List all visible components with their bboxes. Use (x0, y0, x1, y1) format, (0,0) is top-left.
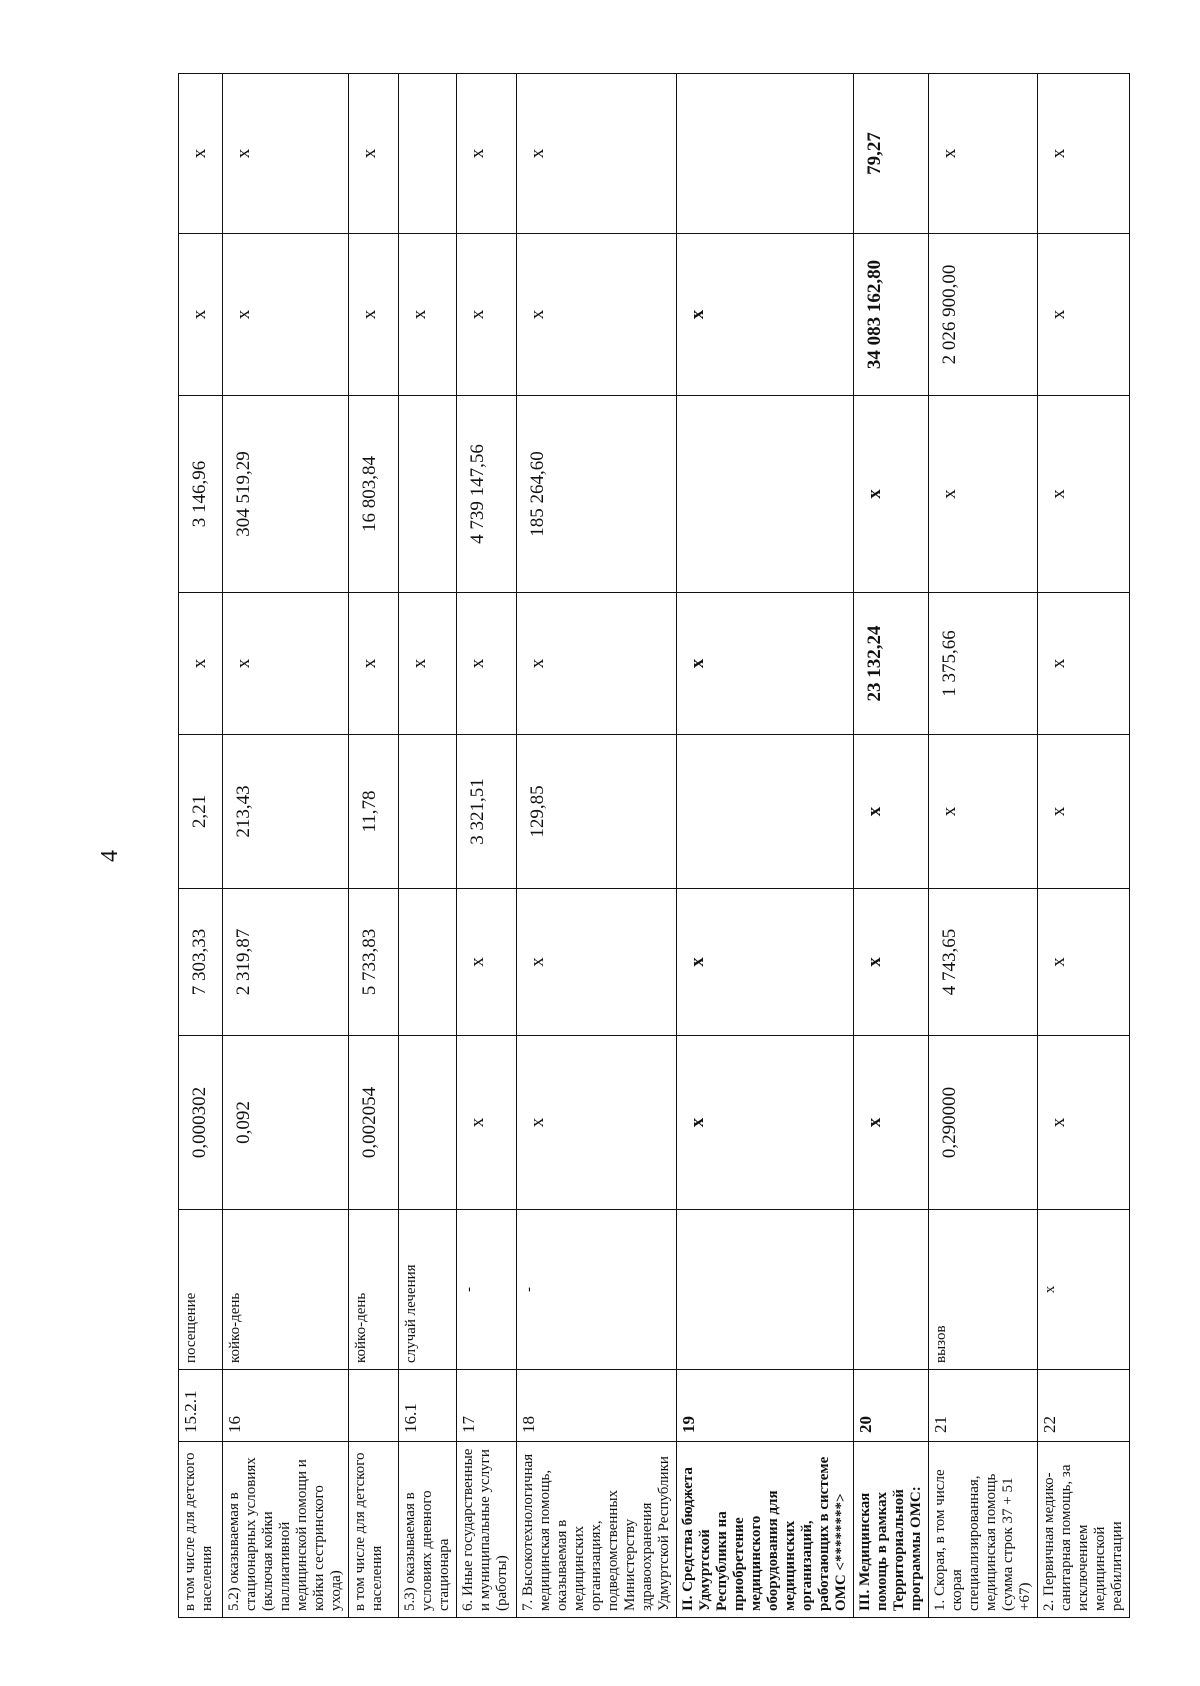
unit-cell (854, 1210, 929, 1370)
value-cell: х (457, 234, 517, 396)
value-cell: х (349, 234, 399, 396)
row-name-cell: 6. Иные государственные и муниципальные услуги (работы) (457, 1442, 517, 1618)
row-name-cell: 1. Скорая, в том числе скорая специализированная, медицинская помощь (сумма строк 37 + 51 +67) (929, 1442, 1038, 1618)
row-code-cell: 21 (929, 1370, 1038, 1442)
value-cell: х (1038, 889, 1130, 1036)
value-cell: 4 739 147,56 (457, 396, 517, 593)
row-code-cell: 16 (223, 1370, 349, 1442)
value-cell: х (1038, 593, 1130, 735)
table-row (349, 74, 399, 1618)
value-cell: х (854, 735, 929, 889)
table-row (399, 74, 457, 1618)
value-cell: х (457, 74, 517, 234)
value-cell: х (1038, 735, 1130, 889)
row-code-cell: 17 (457, 1370, 517, 1442)
value-cell: 34 083 162,80 (854, 234, 929, 396)
value-cell: х (929, 74, 1038, 234)
value-cell (399, 889, 457, 1036)
value-cell: 185 264,60 (517, 396, 677, 593)
value-cell: х (929, 735, 1038, 889)
unit-cell: посещение (179, 1210, 223, 1370)
value-cell: 11,78 (349, 735, 399, 889)
row-code-cell: 18 (517, 1370, 677, 1442)
value-cell: 23 132,24 (854, 593, 929, 735)
unit-cell: - (457, 1210, 517, 1370)
value-cell: х (677, 1036, 854, 1210)
value-cell: х (1038, 74, 1130, 234)
value-cell: 79,27 (854, 74, 929, 234)
table-row (223, 74, 349, 1618)
row-name-cell: III. Медицинская помощь в рамках Территориальной программы ОМС: (854, 1442, 929, 1618)
row-code-cell (349, 1370, 399, 1442)
row-name-cell: 7. Высокотехнологичная медицинская помощь, оказываемая в медицинских организациях, подведомственных Министерству здравоохранения Удмуртской Республики (517, 1442, 677, 1618)
unit-cell: вызов (929, 1210, 1038, 1370)
row-code-cell: 15.2.1 (179, 1370, 223, 1442)
value-cell (399, 1036, 457, 1210)
value-cell: 213,43 (223, 735, 349, 889)
value-cell: х (517, 74, 677, 234)
value-cell: х (517, 889, 677, 1036)
page-number: 4 (97, 850, 123, 862)
table-row (1038, 74, 1130, 1618)
row-name-cell: в том числе для детского населения (349, 1442, 399, 1618)
value-cell: 0,000302 (179, 1036, 223, 1210)
value-cell: х (929, 396, 1038, 593)
rotated-table-wrapper (178, 74, 1125, 1618)
table-row (457, 74, 517, 1618)
value-cell: 2 026 900,00 (929, 234, 1038, 396)
row-code-cell: 20 (854, 1370, 929, 1442)
table-row (179, 74, 223, 1618)
value-cell: х (517, 234, 677, 396)
value-cell: х (677, 593, 854, 735)
value-cell (677, 74, 854, 234)
value-cell: 3 321,51 (457, 735, 517, 889)
value-cell: х (223, 593, 349, 735)
value-cell: х (1038, 234, 1130, 396)
value-cell: х (1038, 396, 1130, 593)
value-cell: х (399, 234, 457, 396)
value-cell (399, 74, 457, 234)
value-cell: х (399, 593, 457, 735)
value-cell: х (179, 74, 223, 234)
row-name-cell: 5.3) оказываемая в условиях дневного стационара (399, 1442, 457, 1618)
row-name-cell: II. Средства бюджета Удмуртской Республики на приобретение медицинского оборудования для медицинских организаций, работающих в системе ОМС <********> (677, 1442, 854, 1618)
unit-cell: х (1038, 1210, 1130, 1370)
value-cell: 16 803,84 (349, 396, 399, 593)
row-name-cell: в том числе для детского населения (179, 1442, 223, 1618)
value-cell: х (349, 74, 399, 234)
value-cell (399, 396, 457, 593)
value-cell: 0,002054 (349, 1036, 399, 1210)
row-name-cell: 2. Первичная медико-санитарная помощь, за исключением медицинской реабилитации (1038, 1442, 1130, 1618)
value-cell: 3 146,96 (179, 396, 223, 593)
value-cell: х (457, 1036, 517, 1210)
value-cell: 4 743,65 (929, 889, 1038, 1036)
table-row (517, 74, 677, 1618)
value-cell: 304 519,29 (223, 396, 349, 593)
value-cell: 7 303,33 (179, 889, 223, 1036)
value-cell: х (223, 234, 349, 396)
table-row (677, 74, 854, 1618)
value-cell: х (179, 234, 223, 396)
value-cell (677, 396, 854, 593)
unit-cell: - (517, 1210, 677, 1370)
row-name-cell: 5.2) оказываемая в стационарных условиях (включая койки паллиативной медицинской помощи и койки сестринского ухода) (223, 1442, 349, 1618)
unit-cell: случай лечения (399, 1210, 457, 1370)
value-cell (677, 735, 854, 889)
value-cell: х (1038, 1036, 1130, 1210)
value-cell: 2,21 (179, 735, 223, 889)
value-cell: х (854, 396, 929, 593)
value-cell: х (223, 74, 349, 234)
value-cell: 0,092 (223, 1036, 349, 1210)
value-cell: х (457, 889, 517, 1036)
table-row (929, 74, 1038, 1618)
table-row (854, 74, 929, 1618)
unit-cell: койко-день (349, 1210, 399, 1370)
unit-cell: койко-день (223, 1210, 349, 1370)
value-cell: х (854, 889, 929, 1036)
value-cell: 5 733,83 (349, 889, 399, 1036)
financing-table (178, 73, 1130, 1618)
value-cell: х (854, 1036, 929, 1210)
value-cell: х (517, 593, 677, 735)
row-code-cell: 22 (1038, 1370, 1130, 1442)
value-cell: 1 375,66 (929, 593, 1038, 735)
value-cell: х (677, 889, 854, 1036)
value-cell: х (457, 593, 517, 735)
value-cell: х (677, 234, 854, 396)
value-cell (399, 735, 457, 889)
value-cell: 129,85 (517, 735, 677, 889)
unit-cell (677, 1210, 854, 1370)
value-cell: х (179, 593, 223, 735)
value-cell: х (349, 593, 399, 735)
row-code-cell: 16.1 (399, 1370, 457, 1442)
value-cell: х (517, 1036, 677, 1210)
value-cell: 0,290000 (929, 1036, 1038, 1210)
row-code-cell: 19 (677, 1370, 854, 1442)
value-cell: 2 319,87 (223, 889, 349, 1036)
